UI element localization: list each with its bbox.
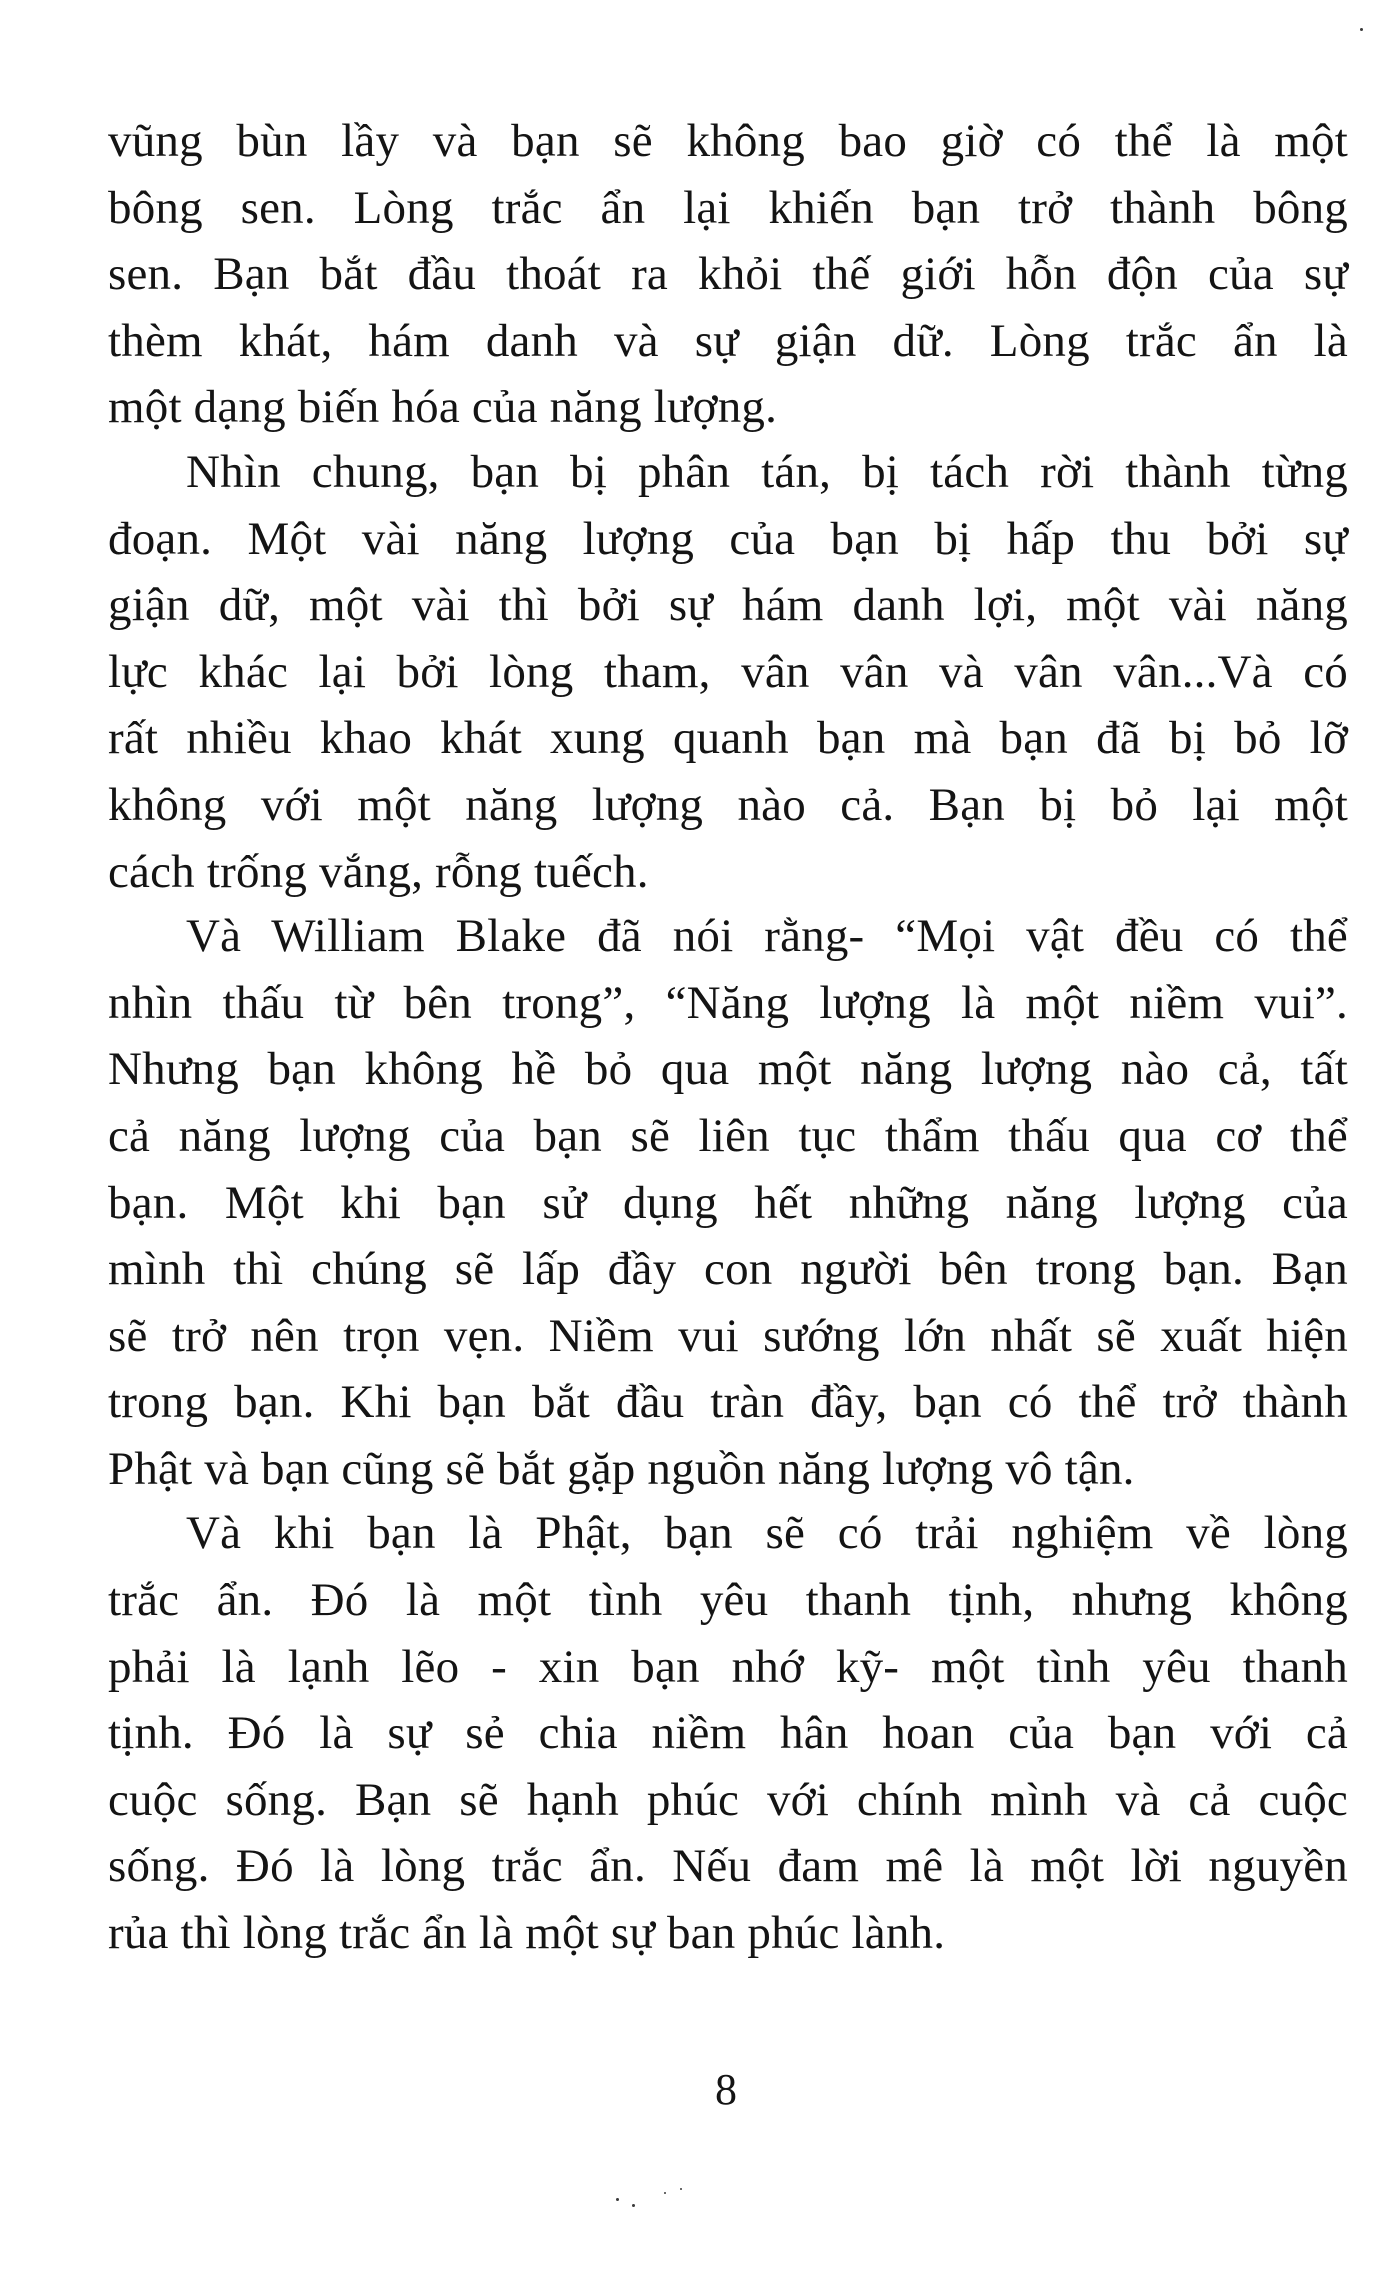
text-line: đoạn. Một vài năng lượng của bạn bị hấp thu bởi sự bbox=[108, 512, 1348, 565]
text-line: nhìn thấu từ bên trong”, “Năng lượng là một niềm vui”. bbox=[108, 976, 1348, 1029]
paragraph-3 bbox=[108, 903, 1348, 1502]
text-line: bông sen. Lòng trắc ẩn lại khiến bạn trở thành bông bbox=[108, 181, 1348, 234]
scan-speck bbox=[664, 2192, 666, 2194]
text-line: Và khi bạn là Phật, bạn sẽ có trải nghiệm về lòng bbox=[186, 1507, 1348, 1560]
paragraph-1 bbox=[108, 108, 1348, 441]
text-line: rất nhiều khao khát xung quanh bạn mà bạn đã bị bỏ lỡ bbox=[108, 712, 1348, 765]
scan-speck bbox=[632, 2204, 635, 2207]
scan-speck bbox=[680, 2188, 682, 2190]
text-line: phải là lạnh lẽo - xin bạn nhớ kỹ- một tình yêu thanh bbox=[108, 1640, 1348, 1693]
scan-speck bbox=[616, 2198, 619, 2201]
text-line: rủa thì lòng trắc ẩn là một sự ban phúc lành. bbox=[108, 1907, 946, 1960]
page-number: 8 bbox=[715, 2065, 737, 2114]
text-line: trong bạn. Khi bạn bắt đầu tràn đầy, bạn có thể trở thành bbox=[108, 1376, 1348, 1429]
text-line: cuộc sống. Bạn sẽ hạnh phúc với chính mình và cả cuộc bbox=[108, 1773, 1348, 1826]
text-line: Và William Blake đã nói rằng- “Mọi vật đều có thể bbox=[186, 910, 1348, 963]
text-line: vũng bùn lầy và bạn sẽ không bao giờ có thể là một bbox=[108, 115, 1348, 167]
text-line: sống. Đó là lòng trắc ẩn. Nếu đam mê là một lời nguyền bbox=[108, 1840, 1348, 1893]
text-line: trắc ẩn. Đó là một tình yêu thanh tịnh, nhưng không bbox=[108, 1574, 1348, 1627]
scan-speck bbox=[1360, 28, 1363, 31]
text-line: mình thì chúng sẽ lấp đầy con người bên trong bạn. Bạn bbox=[108, 1243, 1348, 1296]
text-line: không với một năng lượng nào cả. Bạn bị bỏ lại một bbox=[108, 778, 1348, 831]
text-line: cả năng lượng của bạn sẽ liên tục thẩm thấu qua cơ thể bbox=[108, 1109, 1348, 1162]
paragraph-4 bbox=[108, 1500, 1348, 1966]
text-line: tịnh. Đó là sự sẻ chia niềm hân hoan của bạn với cả bbox=[108, 1707, 1348, 1760]
paragraph-2 bbox=[108, 439, 1348, 905]
text-line: Nhưng bạn không hề bỏ qua một năng lượng nào cả, tất bbox=[108, 1043, 1348, 1096]
text-line: Nhìn chung, bạn bị phân tán, bị tách rời thành từng bbox=[186, 445, 1348, 498]
body-text bbox=[108, 108, 1348, 1967]
text-line: sẽ trở nên trọn vẹn. Niềm vui sướng lớn nhất sẽ xuất hiện bbox=[108, 1309, 1348, 1362]
text-line: lực khác lại bởi lòng tham, vân vân và vân vân...Và có bbox=[108, 645, 1348, 698]
text-line: sen. Bạn bắt đầu thoát ra khỏi thế giới hỗn độn của sự bbox=[108, 248, 1348, 301]
text-line: thèm khát, hám danh và sự giận dữ. Lòng trắc ẩn là bbox=[108, 314, 1348, 367]
text-line: một dạng biến hóa của năng lượng. bbox=[108, 381, 778, 434]
text-line: cách trống vắng, rỗng tuếch. bbox=[108, 845, 649, 898]
text-line: Phật và bạn cũng sẽ bắt gặp nguồn năng lượng vô tận. bbox=[108, 1442, 1135, 1495]
text-line: giận dữ, một vài thì bởi sự hám danh lợi, một vài năng bbox=[108, 579, 1348, 632]
text-line: bạn. Một khi bạn sử dụng hết những năng lượng của bbox=[108, 1176, 1348, 1229]
